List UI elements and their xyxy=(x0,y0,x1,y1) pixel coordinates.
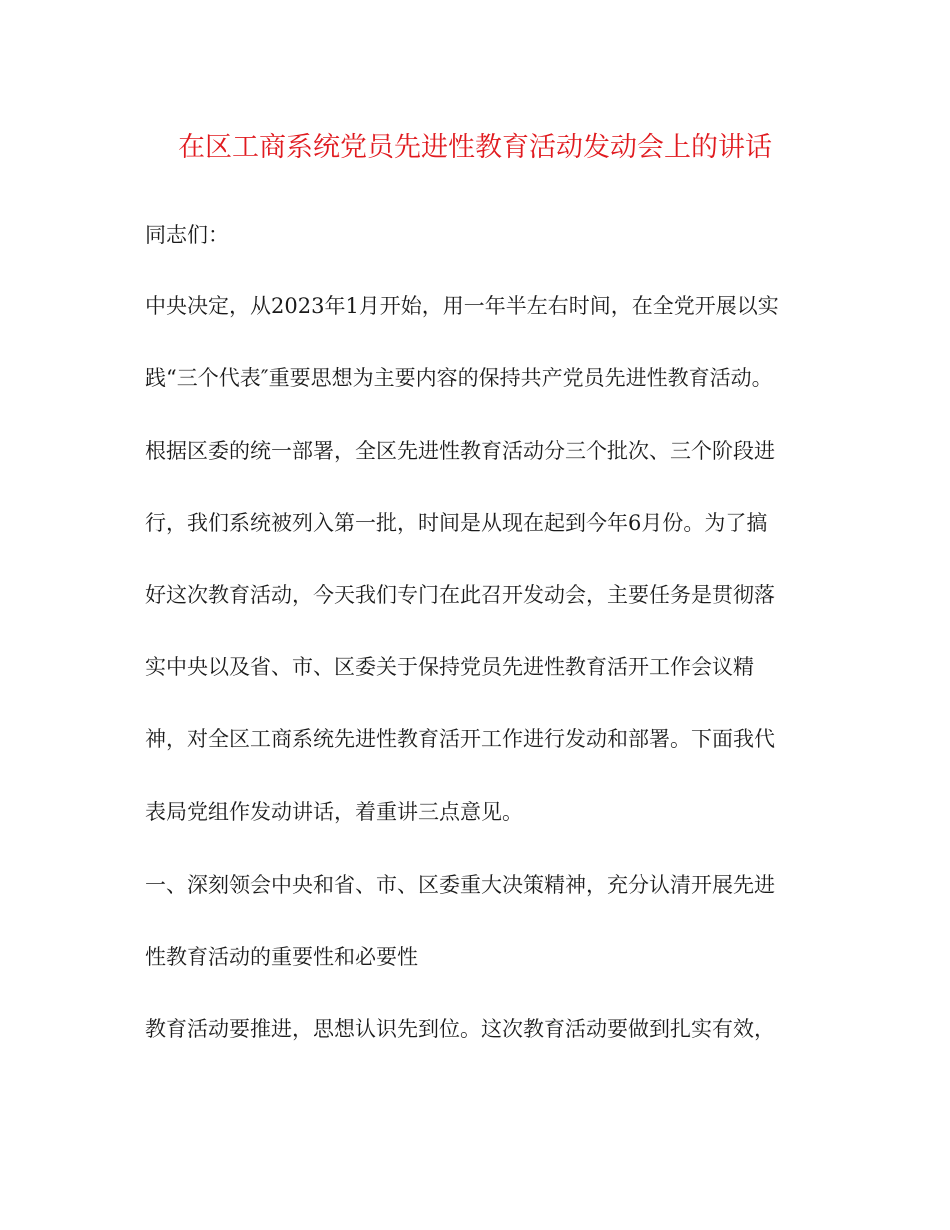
paragraph-line: 实中央以及省、市、区委关于保持党员先进性教育活开工作会议精 xyxy=(145,655,754,679)
paragraph-line: 中央决定，从2023年1月开始，用一年半左右时间，在全党开展以实 xyxy=(145,294,779,318)
paragraph-line: 教育活动要推进，思想认识先到位。这次教育活动要做到扎实有效， xyxy=(145,1017,775,1041)
paragraph-line: 根据区委的统一部署，全区先进性教育活动分三个批次、三个阶段进 xyxy=(145,439,775,463)
paragraph-line: 神，对全区工商系统先进性教育活开工作进行发动和部署。下面我代 xyxy=(145,727,775,751)
paragraph-line: 表局党组作发动讲话，着重讲三点意见。 xyxy=(145,800,523,824)
paragraph-line: 践“三个代表″重要思想为主要内容的保持共产党员先进性教育活动。 xyxy=(145,366,773,390)
section-heading-line: 性教育活动的重要性和必要性 xyxy=(145,945,418,969)
paragraph-line: 好这次教育活动，今天我们专门在此召开发动会，主要任务是贯彻落 xyxy=(145,583,775,607)
section-heading-line: 一、深刻领会中央和省、市、区委重大决策精神，充分认清开展先进 xyxy=(145,873,775,897)
document-title: 在区工商系统党员先进性教育活动发动会上的讲话 xyxy=(178,132,772,163)
paragraph-line: 行，我们系统被列入第一批，时间是从现在起到今年6月份。为了搞 xyxy=(145,511,768,535)
salutation: 同志们： xyxy=(145,223,229,247)
